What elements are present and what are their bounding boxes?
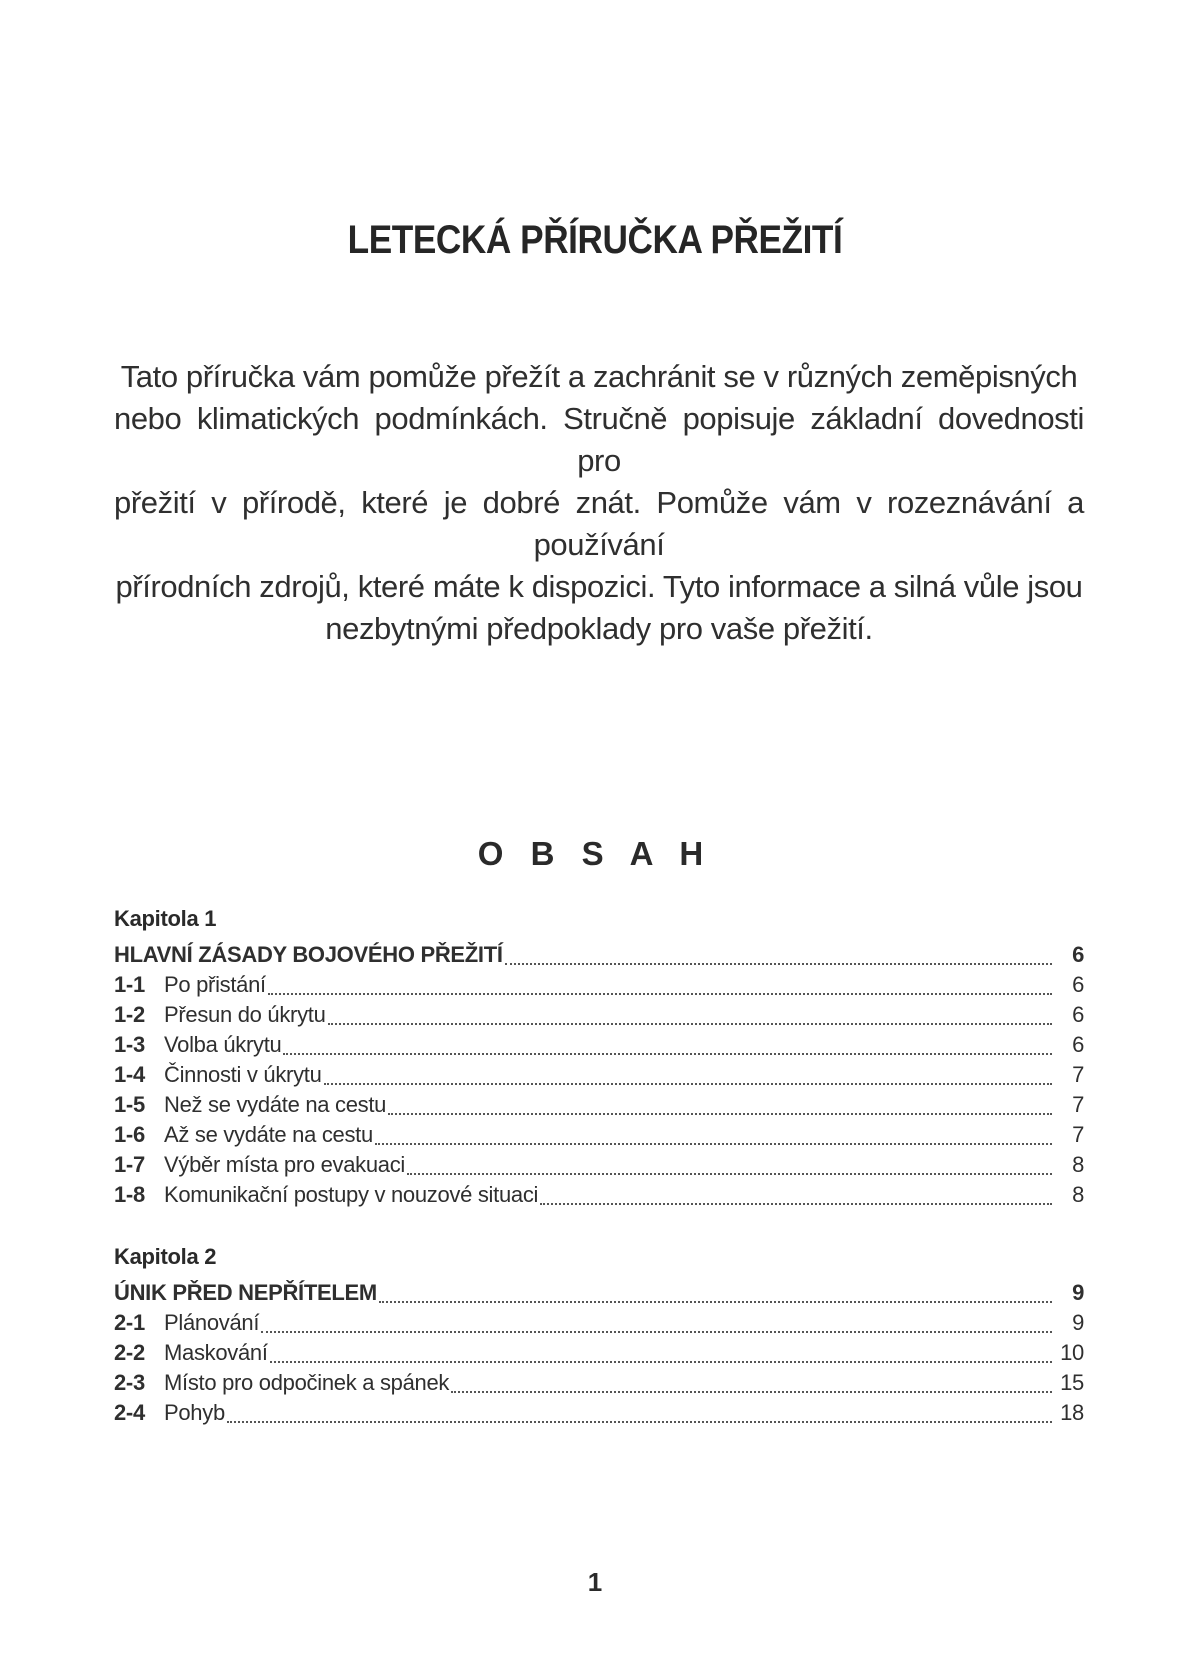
toc-entry[interactable] xyxy=(114,1400,1084,1430)
dot-leader xyxy=(388,1107,1052,1115)
toc-entry[interactable] xyxy=(114,1062,1084,1092)
toc-entry-label: Přesun do úkrytu xyxy=(164,1002,326,1027)
toc-page-number: 9 xyxy=(1072,1310,1084,1335)
toc-chapter-heading[interactable] xyxy=(114,942,1084,972)
toc-entry-number: 1-6 xyxy=(114,1122,145,1147)
toc-entry[interactable] xyxy=(114,1152,1084,1182)
toc-entry[interactable] xyxy=(114,1182,1084,1212)
intro-line: přežití v přírodě, které je dobré znát. Pomůže vám v rozeznávání a používání xyxy=(114,485,1084,562)
toc-page-number: 18 xyxy=(1060,1400,1084,1425)
toc-entry[interactable] xyxy=(114,972,1084,1002)
toc-entry-label: Místo pro odpočinek a spánek xyxy=(164,1370,450,1395)
toc-entry-number: 1-4 xyxy=(114,1062,145,1087)
dot-leader xyxy=(270,1355,1052,1363)
toc-page-number: 7 xyxy=(1072,1122,1084,1147)
toc-entry[interactable] xyxy=(114,1370,1084,1400)
dot-leader xyxy=(375,1137,1052,1145)
toc-entry[interactable] xyxy=(114,1340,1084,1370)
toc-page-number: 6 xyxy=(1072,1032,1084,1057)
toc-entry-label: HLAVNÍ ZÁSADY BOJOVÉHO PŘEŽITÍ xyxy=(114,942,503,967)
toc-entry-label: Maskování xyxy=(164,1340,268,1365)
toc-entry-number: 2-1 xyxy=(114,1310,145,1335)
toc-entry-label: Výběr místa pro evakuaci xyxy=(164,1152,406,1177)
dot-leader xyxy=(540,1197,1052,1205)
chapter-label: Kapitola 2 xyxy=(114,1244,217,1269)
intro-line: nezbytnými předpoklady pro vaše přežití. xyxy=(325,611,873,646)
toc-page-number: 10 xyxy=(1060,1340,1084,1365)
intro-line: nebo klimatických podmínkách. Stručně popisuje základní dovednosti pro xyxy=(114,401,1084,478)
dot-leader xyxy=(268,987,1052,995)
toc-entry-number: 1-7 xyxy=(114,1152,145,1177)
toc-page-number: 6 xyxy=(1072,942,1084,967)
dot-leader xyxy=(261,1325,1052,1333)
toc-entry-label: Než se vydáte na cestu xyxy=(164,1092,387,1117)
toc-entry-number: 1-2 xyxy=(114,1002,145,1027)
toc-entry-number: 2-4 xyxy=(114,1400,145,1425)
toc-entry[interactable] xyxy=(114,1122,1084,1152)
toc-entry-label: Pohyb xyxy=(164,1400,225,1425)
dot-leader xyxy=(451,1385,1052,1393)
toc-entry-label: ÚNIK PŘED NEPŘÍTELEM xyxy=(114,1280,377,1305)
toc-page-number: 15 xyxy=(1060,1370,1084,1395)
toc-entry-number: 2-2 xyxy=(114,1340,145,1365)
toc-heading: O B S A H xyxy=(477,835,713,872)
toc-page-number: 8 xyxy=(1072,1182,1084,1207)
toc-entry[interactable] xyxy=(114,1092,1084,1122)
dot-leader xyxy=(324,1077,1052,1085)
intro-line: Tato příručka vám pomůže přežít a zachránit se v různých zeměpisných xyxy=(120,359,1078,394)
dot-leader xyxy=(505,957,1052,965)
intro-line: přírodních zdrojů, které máte k dispozici. Tyto informace a silná vůle jsou xyxy=(115,569,1083,604)
toc-entry-label: Až se vydáte na cestu xyxy=(164,1122,373,1147)
dot-leader xyxy=(283,1047,1052,1055)
page-number: 1 xyxy=(587,1567,603,1597)
toc-page-number: 7 xyxy=(1072,1092,1084,1117)
dot-leader xyxy=(407,1167,1052,1175)
toc-chapter-heading[interactable] xyxy=(114,1280,1084,1310)
toc-entry-label: Plánování xyxy=(164,1310,260,1335)
toc-entry-label: Činnosti v úkrytu xyxy=(164,1062,322,1087)
toc-entry[interactable] xyxy=(114,1002,1084,1032)
toc-entry-number: 1-1 xyxy=(114,972,145,997)
toc-entry[interactable] xyxy=(114,1032,1084,1062)
toc-page-number: 7 xyxy=(1072,1062,1084,1087)
toc-entry-number: 1-8 xyxy=(114,1182,145,1207)
dot-leader xyxy=(379,1295,1052,1303)
toc-entry-label: Po přistání xyxy=(164,972,266,997)
toc-entry-number: 1-3 xyxy=(114,1032,145,1057)
intro-paragraph xyxy=(114,356,1084,650)
toc-entry-label: Komunikační postupy v nouzové situaci xyxy=(164,1182,539,1207)
toc-page-number: 6 xyxy=(1072,972,1084,997)
chapter-label: Kapitola 1 xyxy=(114,906,217,931)
toc-entry-label: Volba úkrytu xyxy=(164,1032,282,1057)
toc-entry-number: 2-3 xyxy=(114,1370,145,1395)
toc-page-number: 8 xyxy=(1072,1152,1084,1177)
toc-entry-number: 1-5 xyxy=(114,1092,145,1117)
document-title: LETECKÁ PŘÍRUČKA PŘEŽITÍ xyxy=(347,218,843,262)
dot-leader xyxy=(328,1017,1052,1025)
toc-entry[interactable] xyxy=(114,1310,1084,1340)
dot-leader xyxy=(227,1415,1052,1423)
toc-page-number: 9 xyxy=(1072,1280,1084,1305)
toc-page-number: 6 xyxy=(1072,1002,1084,1027)
